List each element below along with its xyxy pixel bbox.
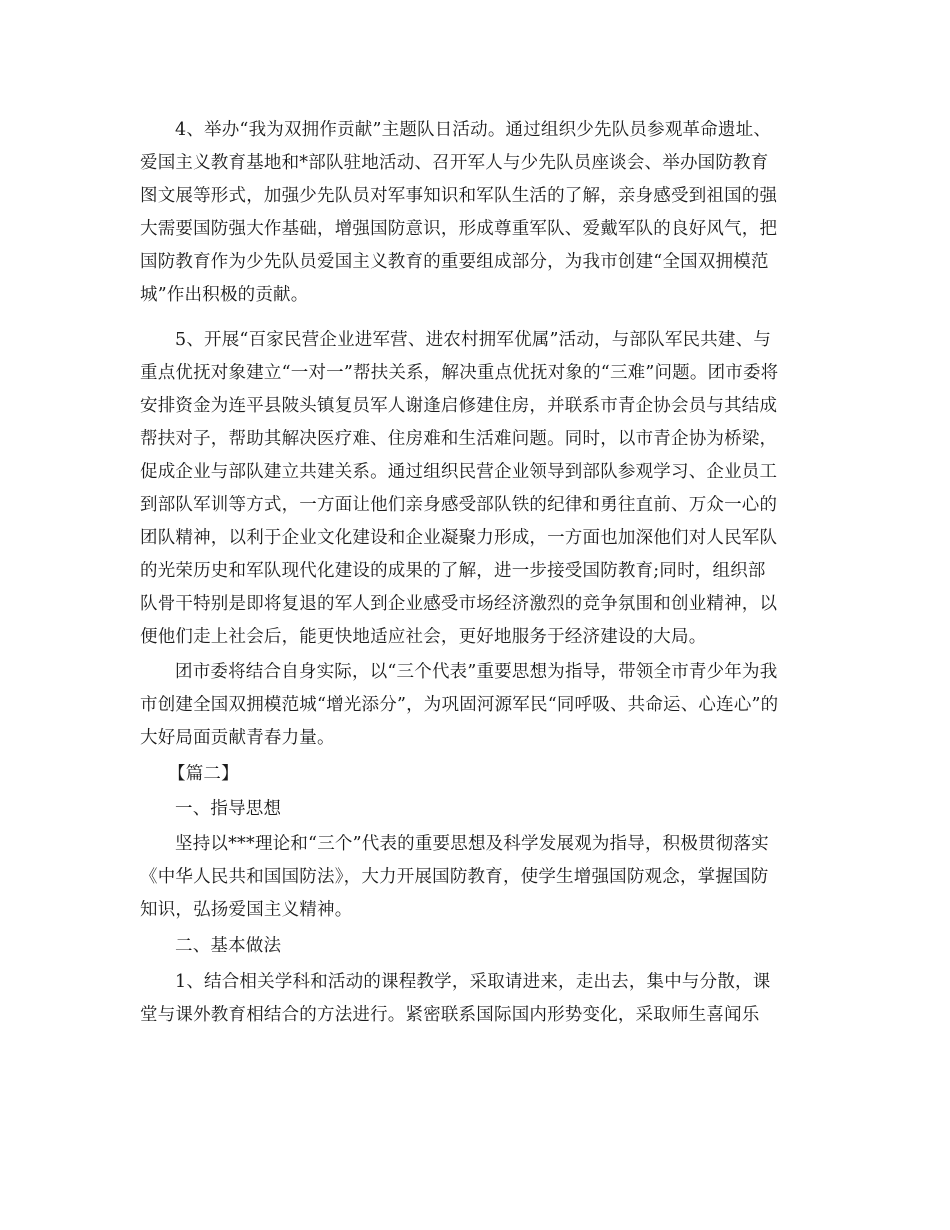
subheading: 一、指导思想 <box>175 799 282 819</box>
text-line: 到部队军训等方式，一方面让他们亲身感受部队铁的纪律和勇往直前、万众一心的 <box>140 495 778 515</box>
heading-guiding-ideology <box>140 793 810 826</box>
text-line: 市创建全国双拥模范城“增光添分”，为巩固河源军民“同呼吸、共命运、心连心”的 <box>140 695 779 715</box>
text-line: 促成企业与部队建立共建关系。通过组织民营企业领导到部队参观学习、企业员工 <box>140 462 778 482</box>
text-line: 1、结合相关学科和活动的课程教学，采取请进来，走出去，集中与分散，课 <box>175 972 771 992</box>
text-line: 5、开展“百家民营企业进军营、进农村拥军优属”活动，与部队军民共建、与 <box>175 330 772 350</box>
text-line: 团市委将结合自身实际，以“三个代表”重要思想为指导，带领全市青少年为我 <box>175 662 778 682</box>
text-line: 图文展等形式，加强少先队员对军事知识和军队生活的了解，亲身感受到祖国的强 <box>140 186 778 206</box>
subheading: 二、基本做法 <box>175 936 282 956</box>
text-line: 国防教育作为少先队员爱国主义教育的重要组成部分，为我市创建“全国双拥模范 <box>140 252 769 272</box>
paragraph-conclusion <box>140 656 810 755</box>
text-line: 大需要国防强大作基础，增强国防意识，形成尊重军队、爱戴军队的良好风气，把 <box>140 219 778 239</box>
text-line: 便他们走上社会后，能更快地适应社会，更好地服务于经济建设的大局。 <box>140 627 707 647</box>
paragraph-item-5 <box>140 324 810 654</box>
text-line: 4、举办“我为双拥作贡献”主题队日活动。通过组织少先队员参观革命遗址、 <box>175 120 772 140</box>
document-body <box>140 114 810 1032</box>
text-line: 爱国主义教育基地和*部队驻地活动、召开军人与少先队员座谈会、举办国防教育 <box>140 153 769 173</box>
section-heading: 【篇二】 <box>168 764 239 784</box>
paragraph-item-4 <box>140 114 810 312</box>
paragraph-guiding <box>140 828 810 927</box>
paragraph-method-1 <box>140 966 810 1032</box>
text-line: 《中华人民共和国国防法》，大力开展国防教育，使学生增强国防观念，掌握国防 <box>140 867 769 887</box>
text-line: 大好局面贡献青春力量。 <box>140 728 335 748</box>
text-line: 知识，弘扬爱国主义精神。 <box>140 900 353 920</box>
text-line: 队骨干特别是即将复退的军人到企业感受市场经济激烈的竞争氛围和创业精神，以 <box>140 594 778 614</box>
text-line: 安排资金为连平县陂头镇复员军人谢逢启修建住房，并联系市青企协会员与其结成 <box>140 396 778 416</box>
text-line: 堂与课外教育相结合的方法进行。紧密联系国际国内形势变化，采取师生喜闻乐 <box>140 1005 760 1025</box>
heading-basic-methods <box>140 930 810 963</box>
text-line: 的光荣历史和军队现代化建设的成果的了解，进一步接受国防教育;同时，组织部 <box>140 561 766 581</box>
section-title <box>140 758 810 791</box>
text-line: 帮扶对子，帮助其解决医疗难、住房难和生活难问题。同时，以市青企协为桥梁， <box>140 429 778 449</box>
text-line: 重点优抚对象建立“一对一”帮扶关系，解决重点优抚对象的“三难”问题。团市委将 <box>140 363 779 383</box>
text-line: 城”作出积极的贡献。 <box>140 285 309 305</box>
text-line: 团队精神，以利于企业文化建设和企业凝聚力形成，一方面也加深他们对人民军队 <box>140 528 778 548</box>
text-line: 坚持以***理论和“三个”代表的重要思想及科学发展观为指导，积极贯彻落实 <box>175 834 769 854</box>
